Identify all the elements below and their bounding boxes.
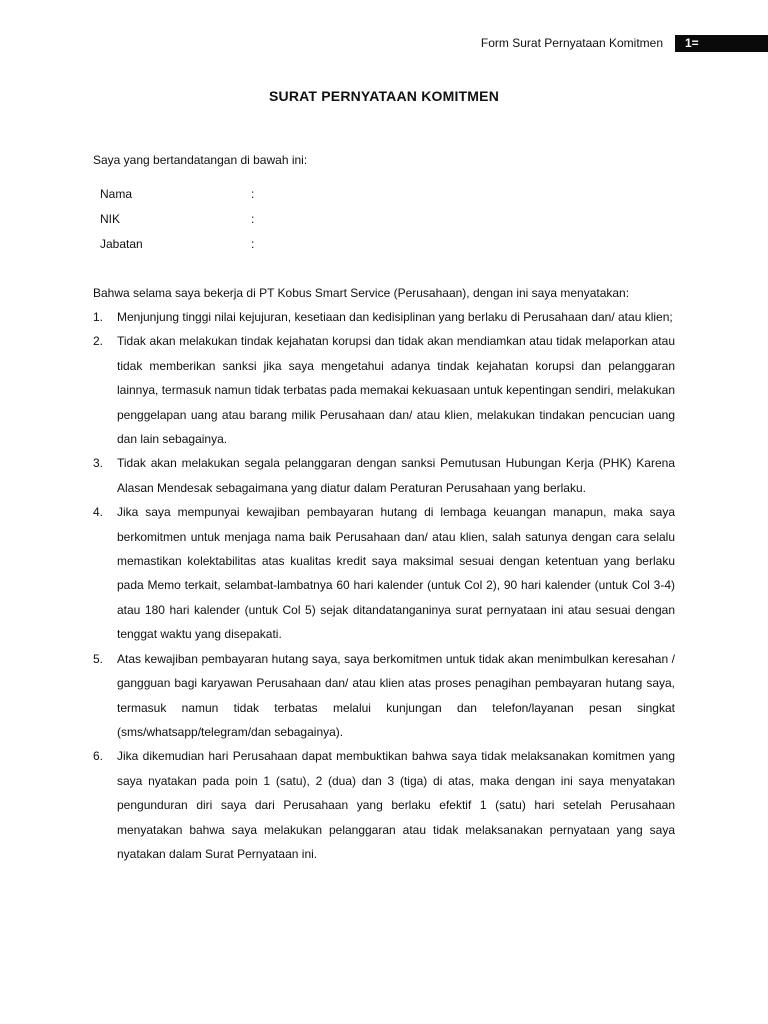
page-number: 1= bbox=[685, 36, 699, 50]
field-label: NIK bbox=[100, 212, 121, 226]
list-number: 5. bbox=[93, 651, 104, 666]
field-row-jabatan bbox=[100, 236, 400, 261]
list-number: 2. bbox=[93, 334, 104, 349]
field-row-nama bbox=[100, 186, 400, 211]
list-item bbox=[93, 647, 675, 745]
field-label: Jabatan bbox=[100, 237, 143, 251]
list-number: 3. bbox=[93, 456, 104, 471]
field-colon: : bbox=[251, 212, 255, 226]
commitment-list bbox=[93, 305, 675, 866]
field-label: Nama bbox=[100, 187, 133, 201]
list-number: 1. bbox=[93, 310, 104, 324]
list-text: Atas kewajiban pembayaran hutang saya, saya berkomitmen untuk tidak akan menimbulkan keresahan / gangguan bagi karyawan Perusahaan dan/ atau klien atas proses penagihan pembayaran hutang saya, termasuk namun tidak terbatas melalui kunjungan dan telefon/layanan pesan singkat (sms/whatsapp/telegram/dan sebagainya). bbox=[117, 651, 675, 739]
field-colon: : bbox=[251, 187, 255, 201]
list-item bbox=[93, 451, 675, 500]
document-title: SURAT PERNYATAAN KOMITMEN bbox=[268, 88, 500, 104]
field-colon: : bbox=[251, 237, 255, 251]
list-number: 4. bbox=[93, 505, 104, 520]
list-text: Menjunjung tinggi nilai kejujuran, kesetiaan dan kedisiplinan yang berlaku di Perusahaan dan/ atau klien; bbox=[117, 310, 673, 324]
list-number: 6. bbox=[93, 749, 104, 764]
list-item bbox=[93, 744, 675, 866]
list-text: Jika saya mempunyai kewajiban pembayaran hutang di lembaga keuangan manapun, maka saya berkomitmen untuk menjaga nama baik Perusahaan dan/ atau klien, salah satunya dengan cara selalu memastikan kolektabilitas atas kualitas kredit saya maksimal sesuai dengan ketentuan yang berlaku pada Memo terkait, selambat-lambatnya 60 hari kalender (untuk Col 2), 90 hari kalender (untuk Col 3-4) atau 180 hari kalender (untuk Col 5) sejak ditandatanganinya surat pernyataan ini atau sesuai dengan tenggat waktu yang disepakati. bbox=[117, 505, 675, 642]
list-item bbox=[93, 329, 675, 451]
page-header bbox=[0, 35, 768, 52]
list-item bbox=[93, 500, 675, 646]
list-text: Tidak akan melakukan segala pelanggaran dengan sanksi Pemutusan Hubungan Kerja (PHK) Karena Alasan Mendesak sebagaimana yang diatur dalam Peraturan Perusahaan yang berlaku. bbox=[117, 456, 675, 495]
list-item bbox=[93, 305, 675, 329]
identity-fields bbox=[100, 186, 400, 261]
page-number-bar bbox=[675, 35, 768, 52]
header-title: Form Surat Pernyataan Komitmen bbox=[480, 36, 663, 50]
intro-text: Saya yang bertandatangan di bawah ini: bbox=[93, 153, 308, 167]
field-row-nik bbox=[100, 211, 400, 236]
statement-text: Bahwa selama saya bekerja di PT Kobus Smart Service (Perusahaan), dengan ini saya menyatakan: bbox=[93, 286, 630, 300]
list-text: Tidak akan melakukan tindak kejahatan korupsi dan tidak akan mendiamkan atau tidak melaporkan atau tidak memberikan sanksi jika saya mengetahui adanya tindak kejahatan korupsi dan pelanggaran lainnya, termasuk namun tidak terbatas pada memakai kekuasaan untuk kepentingan sendiri, melakukan penggelapan uang atau barang milik Perusahaan dan/ atau klien, melakukan tindakan pencucian uang dan lain sebagainya. bbox=[117, 334, 675, 447]
list-text: Jika dikemudian hari Perusahaan dapat membuktikan bahwa saya tidak melaksanakan komitmen yang saya nyatakan pada poin 1 (satu), 2 (dua) dan 3 (tiga) di atas, maka dengan ini saya menyatakan pengunduran diri saya dari Perusahaan yang berlaku efektif 1 (satu) hari setelah Perusahaan menyatakan bahwa saya melakukan pelanggaran atau tidak melaksanakan pernyataan yang saya nyatakan dalam Surat Pernyataan ini. bbox=[117, 749, 675, 861]
